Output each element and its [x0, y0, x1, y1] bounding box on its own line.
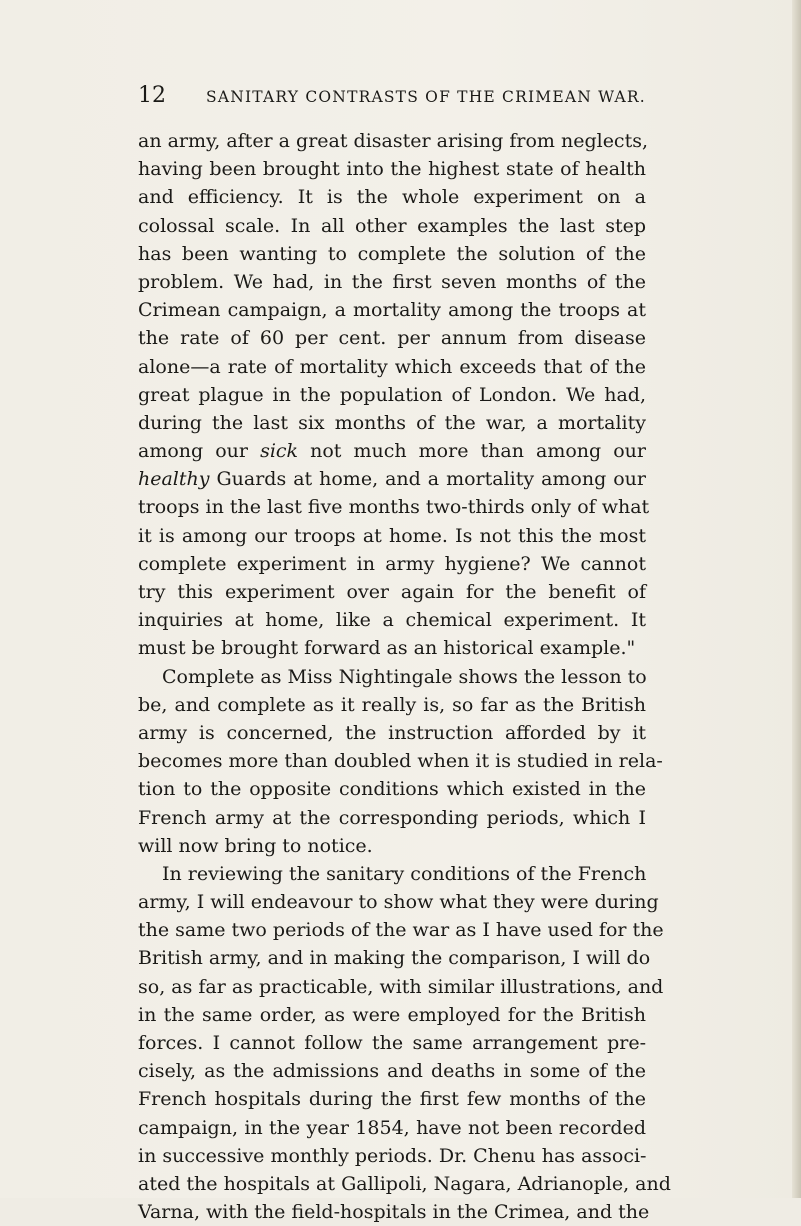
page-header: [138, 82, 658, 110]
body-text: [138, 127, 671, 1226]
text-line: has been wanting to complete the solution of the: [138, 242, 646, 265]
text-line: be, and complete as it really is, so far as the British: [138, 693, 646, 716]
text-line: becomes more than doubled when it is studied in rela-: [138, 750, 663, 773]
text-line: ated the hospitals at Gallipoli, Nagara, Adrianople, and: [138, 1172, 671, 1195]
text-line: having been brought into the highest state of health: [138, 158, 646, 181]
text-segment: not much more than among our: [298, 440, 646, 463]
text-line: cisely, as the admissions and deaths in some of the: [138, 1060, 646, 1083]
text-line: in successive monthly periods. Dr. Chenu has associ-: [138, 1144, 647, 1167]
text-line: British army, and in making the comparison, I will do: [138, 947, 651, 970]
text-line: so, as far as practicable, with similar illustrations, and: [138, 975, 664, 998]
text-line: the same two periods of the war as I have used for the: [138, 919, 664, 942]
text-line: Complete as Miss Nightingale shows the lesson to: [162, 665, 647, 688]
text-line: alone—a rate of mortality which exceeds that of the: [138, 355, 646, 378]
text-line: and efficiency. It is the whole experiment on a: [138, 186, 646, 209]
text-line: an army, after a great disaster arising from neglects,: [138, 130, 649, 152]
text-line: In reviewing the sanitary conditions of the French: [162, 862, 647, 885]
running-head: SANITARY CONTRASTS OF THE CRIMEAN WAR.: [206, 88, 646, 106]
text-segment: among our: [138, 440, 261, 463]
text-line: colossal scale. In all other examples the last step: [138, 214, 646, 237]
text-line: it is among our troops at home. Is not this the most: [138, 524, 646, 547]
text-line: great plague in the population of London. We had,: [138, 383, 646, 406]
text-line: must be brought forward as an historical example.": [138, 637, 636, 660]
text-segment: Guards at home, and a mortality among our: [209, 468, 646, 491]
italic-text: sick: [260, 440, 299, 463]
text-line: Varna, with the field-hospitals in the Crimea, and the: [138, 1201, 650, 1224]
page-edge-shadow: [792, 0, 801, 1198]
text-line: Crimean campaign, a mortality among the troops at: [138, 299, 646, 322]
text-line: [138, 437, 646, 465]
text-line: French army at the corresponding periods, which I: [138, 806, 646, 829]
text-line: army, I will endeavour to show what they were during: [138, 891, 659, 914]
text-line: forces. I cannot follow the same arrangement pre-: [138, 1032, 646, 1054]
text-line: French hospitals during the first few months of the: [138, 1088, 646, 1111]
text-line: army is concerned, the instruction afforded by it: [138, 721, 646, 744]
text-line: inquiries at home, like a chemical experiment. It: [138, 609, 646, 632]
italic-text: healthy: [138, 468, 210, 491]
text-line: will now bring to notice.: [138, 834, 373, 857]
text-line: tion to the opposite conditions which existed in the: [138, 778, 646, 801]
text-line: try this experiment over again for the benefit of: [138, 581, 646, 603]
page-number: 12: [138, 83, 166, 108]
text-line: [138, 465, 646, 493]
text-line: troops in the last five months two-thirds only of what: [138, 496, 650, 519]
text-line: campaign, in the year 1854, have not been recorded: [138, 1116, 646, 1139]
text-line: during the last six months of the war, a mortality: [138, 411, 646, 434]
text-line: complete experiment in army hygiene? We cannot: [138, 552, 646, 575]
text-line: in the same order, as were employed for the British: [138, 1003, 646, 1026]
text-line: the rate of 60 per cent. per annum from disease: [138, 327, 646, 350]
text-line: problem. We had, in the first seven months of the: [138, 270, 646, 293]
